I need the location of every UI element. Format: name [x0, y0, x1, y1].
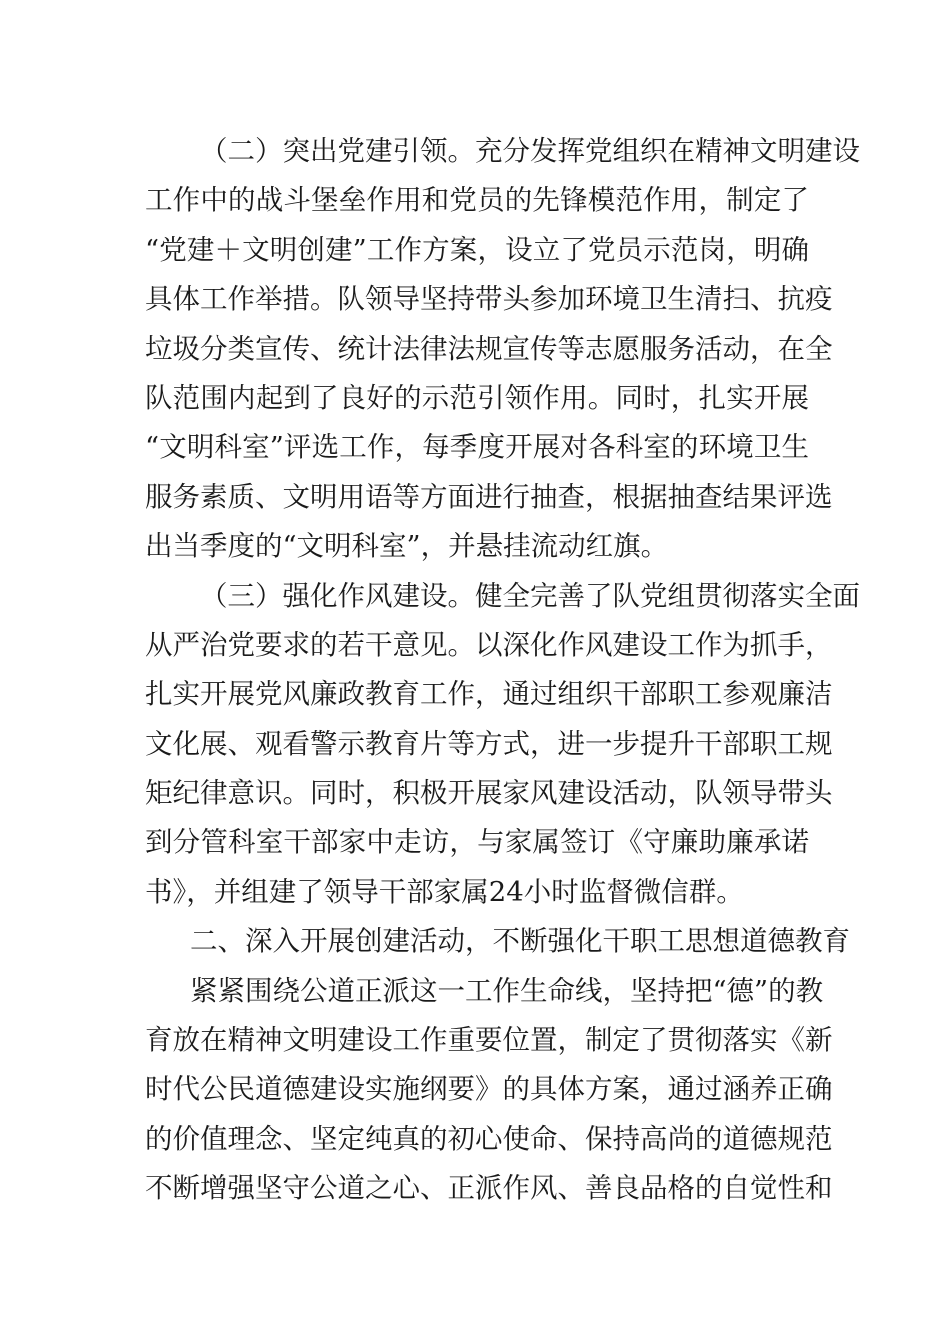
text-line: 垃圾分类宣传、统计法律法规宣传等志愿服务活动，在全: [145, 332, 833, 365]
text-line: “党建＋文明创建”工作方案，设立了党员示范岗，明确: [145, 233, 809, 266]
text-line: 文化展、观看警示教育片等方式，进一步提升干部职工规: [145, 727, 833, 760]
text-line: （三）强化作风建设。健全完善了队党组贯彻落实全面: [200, 579, 860, 612]
text-line: （二）突出党建引领。充分发挥党组织在精神文明建设: [200, 135, 860, 167]
text-line: 扎实开展党风廉政教育工作，通过组织干部职工参观廉洁: [145, 678, 833, 711]
paragraph-party-building: [145, 127, 860, 572]
text-line: 紧紧围绕公道正派这一工作生命线，坚持把“德”的教: [190, 974, 824, 1007]
text-line: 服务素质、文明用语等方面进行抽查，根据抽查结果评选: [145, 480, 833, 513]
text-line: 矩纪律意识。同时，积极开展家风建设活动，队领导带头: [145, 777, 833, 810]
text-line: 出当季度的“文明科室”，并悬挂流动红旗。: [145, 530, 669, 563]
text-line: 从严治党要求的若干意见。以深化作风建设工作为抓手，: [145, 628, 833, 661]
document-body: [145, 127, 860, 1214]
text-line: 的价值理念、坚定纯真的初心使命、保持高尚的道德规范: [145, 1122, 833, 1155]
text-line: 书》，并组建了领导干部家属24小时监督微信群。: [145, 875, 744, 908]
text-line: 不断增强坚守公道之心、正派作风、善良品格的自觉性和: [145, 1172, 833, 1205]
paragraph-work-style: [145, 572, 860, 918]
text-line: 育放在精神文明建设工作重要位置，制定了贯彻落实《新: [145, 1024, 833, 1057]
text-line: 队范围内起到了良好的示范引领作用。同时，扎实开展: [145, 381, 809, 414]
text-line: 工作中的战斗堡垒作用和党员的先锋模范作用，制定了: [145, 184, 809, 217]
text-line: 时代公民道德建设实施纲要》的具体方案，通过涵养正确: [145, 1073, 833, 1106]
text-line: “文明科室”评选工作，每季度开展对各科室的环境卫生: [145, 431, 809, 464]
text-line: 到分管科室干部家中走访，与家属签订《守廉助廉承诺: [145, 826, 809, 859]
text-line: 具体工作举措。队领导坚持带头参加环境卫生清扫、抗疫: [145, 283, 833, 316]
paragraph-morality-education: [145, 967, 833, 1214]
section-heading: [145, 917, 850, 966]
heading-text: 二、深入开展创建活动，不断强化干职工思想道德教育: [190, 925, 850, 958]
